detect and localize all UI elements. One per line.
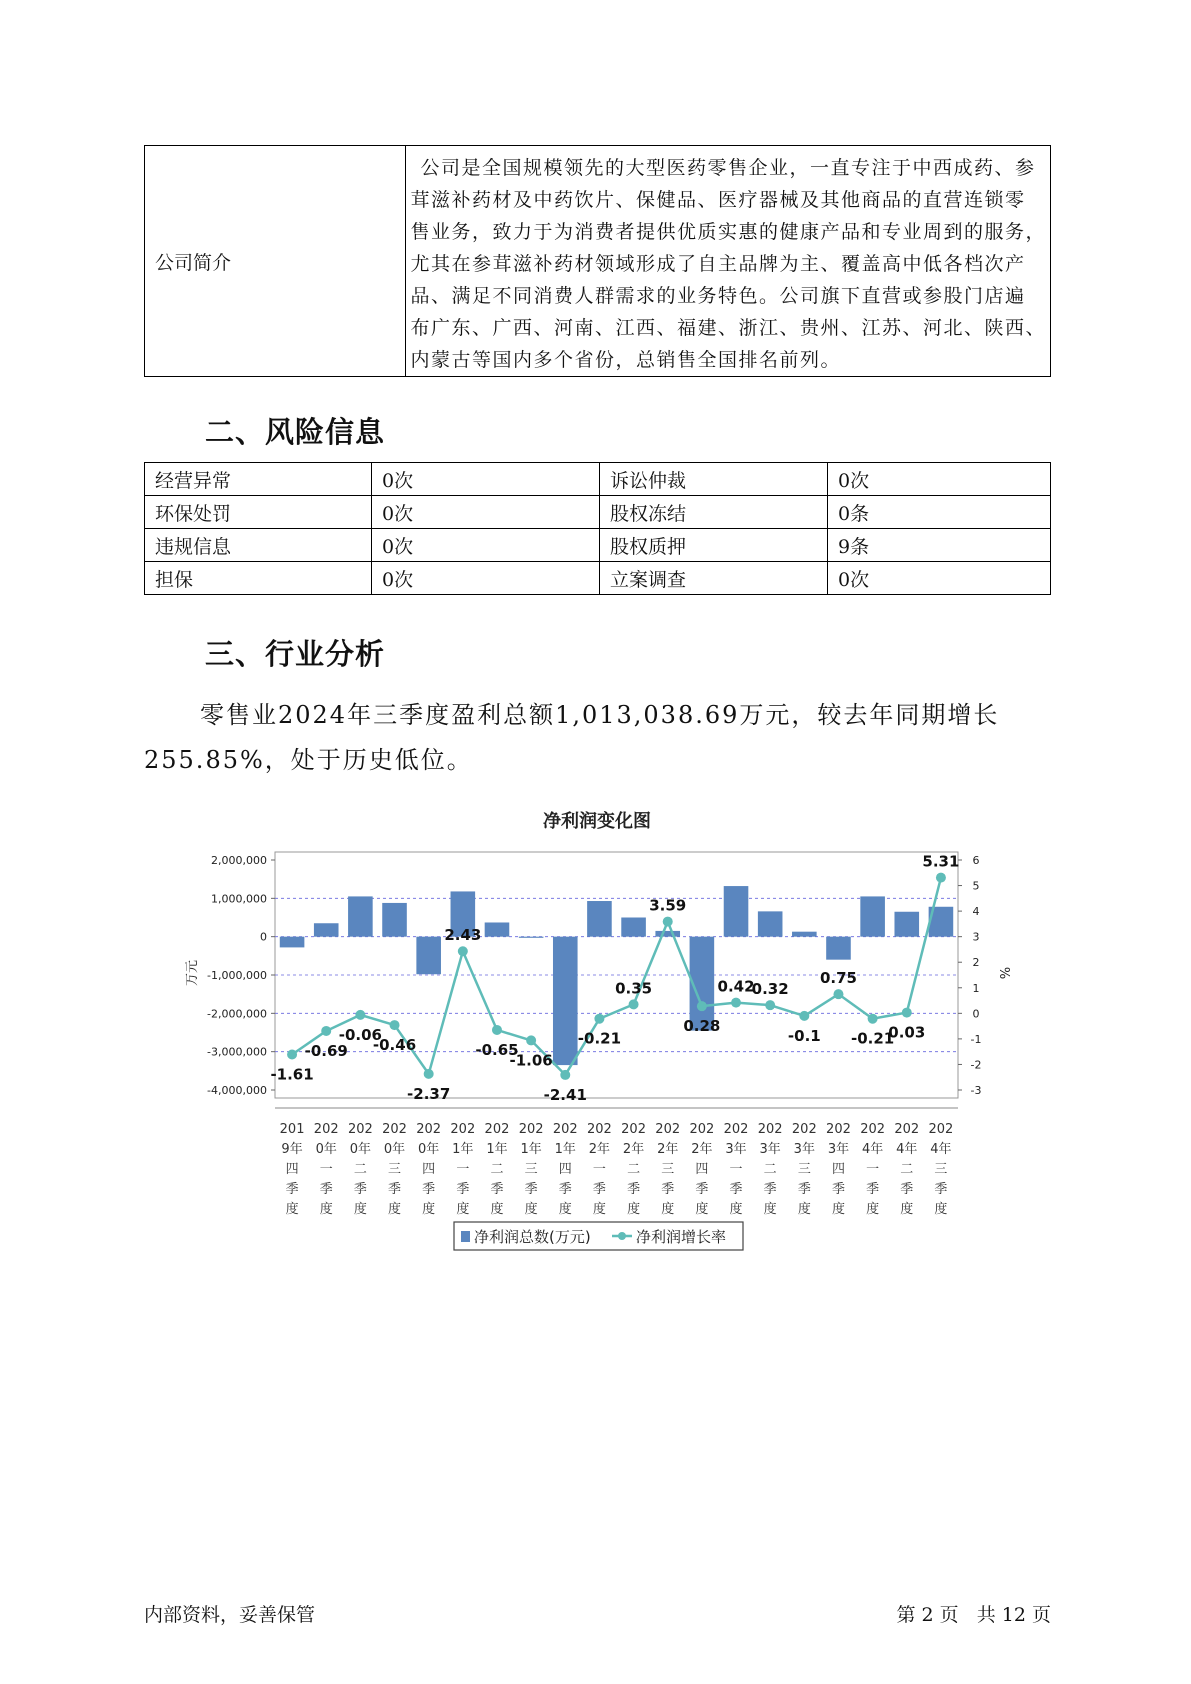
risk-row (145, 463, 1051, 496)
intro-text (408, 146, 1048, 376)
left-axis-title: 万元 (185, 959, 200, 987)
risk-key: 环保处罚 (145, 496, 372, 529)
x-tick-label: 202 (723, 1122, 749, 1137)
data-label: 0.35 (615, 979, 653, 998)
x-tick-label: 一 (592, 1162, 606, 1177)
growth-point (868, 1014, 878, 1024)
x-tick-label: 季 (866, 1182, 880, 1197)
chart-title: 净利润变化图 (543, 811, 651, 832)
x-tick-label: 度 (763, 1202, 777, 1217)
x-tick-label: 9年 (281, 1142, 303, 1157)
bar (724, 886, 749, 937)
risk-key: 经营异常 (145, 463, 372, 496)
growth-point (833, 989, 843, 999)
growth-point (560, 1070, 570, 1080)
left-tick-label: 1,000,000 (211, 892, 267, 906)
x-tick-label: 四 (558, 1162, 572, 1177)
x-tick-label: 202 (382, 1122, 407, 1137)
legend-line-label: 净利润增长率 (636, 1228, 727, 1246)
company-intro-table (144, 145, 1051, 377)
x-tick-label: 度 (558, 1202, 572, 1217)
x-tick-label: 一 (456, 1162, 470, 1177)
x-tick-label: 三 (661, 1162, 675, 1177)
risk-key: 股权冻结 (600, 496, 828, 529)
x-tick-label: 季 (456, 1182, 470, 1197)
x-tick-label: 2年 (622, 1142, 645, 1157)
left-tick-label: -1,000,000 (207, 969, 267, 982)
x-tick-label: 1年 (554, 1142, 576, 1157)
x-tick-label: 度 (900, 1202, 914, 1217)
bar (894, 912, 919, 937)
x-tick-label: 201 (279, 1122, 305, 1137)
right-tick-label: 6 (972, 854, 980, 867)
bar (382, 903, 407, 937)
x-tick-label: 202 (416, 1122, 442, 1137)
x-tick-label: 度 (797, 1202, 811, 1217)
risk-key: 立案调查 (600, 562, 828, 595)
data-label: -0.65 (475, 1040, 519, 1059)
x-tick-label: 度 (831, 1202, 845, 1217)
x-tick-label: 一 (866, 1162, 880, 1177)
x-tick-label: 度 (866, 1202, 880, 1217)
x-tick-label: 季 (388, 1182, 402, 1197)
bar (485, 922, 510, 936)
legend-bar-swatch (461, 1231, 470, 1242)
x-tick-label: 202 (552, 1122, 578, 1137)
risk-key: 诉讼仲裁 (600, 463, 828, 496)
x-tick-label: 202 (928, 1122, 954, 1137)
x-tick-label: 季 (797, 1182, 811, 1197)
left-tick-label: -3,000,000 (207, 1045, 267, 1059)
left-tick-label: 0 (260, 930, 267, 944)
risk-value: 0次 (372, 496, 600, 529)
net-profit-chart (0, 790, 1191, 1260)
bar (314, 923, 339, 936)
risk-value: 0次 (828, 562, 1051, 595)
intro-line: 内蒙古等国内多个省份，总销售全国排名前列。 (410, 349, 841, 371)
data-label: 0.28 (683, 1017, 721, 1036)
right-axis-title: % (996, 966, 1011, 980)
x-tick-label: 202 (621, 1122, 646, 1137)
x-tick-label: 202 (894, 1122, 920, 1137)
risk-value: 0条 (828, 496, 1051, 529)
growth-point (492, 1025, 502, 1035)
x-tick-label: 三 (388, 1162, 402, 1177)
x-tick-label: 0年 (383, 1142, 406, 1157)
right-tick-label: 5 (972, 879, 980, 893)
x-tick-label: 202 (791, 1122, 817, 1137)
x-tick-label: 202 (689, 1122, 715, 1137)
x-tick-label: 4年 (896, 1142, 918, 1157)
risk-table (144, 462, 1051, 595)
bar (553, 937, 578, 1065)
x-tick-label: 202 (757, 1122, 783, 1137)
x-tick-label: 季 (558, 1182, 572, 1197)
left-tick-label: 2,000,000 (211, 854, 267, 867)
x-tick-label: 202 (313, 1122, 339, 1137)
bar (655, 931, 680, 937)
x-tick-label: 202 (450, 1122, 476, 1137)
x-tick-label: 三 (524, 1162, 538, 1177)
x-tick-label: 三 (797, 1162, 811, 1177)
risk-row (145, 562, 1051, 595)
growth-point (287, 1049, 297, 1059)
right-tick-label: -1 (970, 1032, 982, 1046)
risk-heading: 二、风险信息 (205, 415, 386, 449)
growth-point (731, 998, 741, 1008)
legend-line-marker (618, 1232, 626, 1240)
x-tick-label: 202 (860, 1122, 886, 1137)
x-tick-label: 202 (826, 1122, 851, 1137)
data-label: -0.69 (304, 1041, 348, 1060)
x-tick-label: 202 (347, 1122, 373, 1137)
x-tick-label: 二 (763, 1162, 777, 1177)
x-tick-label: 3年 (725, 1142, 747, 1157)
data-label: -2.41 (543, 1085, 587, 1104)
x-tick-label: 2年 (588, 1142, 611, 1157)
right-tick-label: -3 (970, 1084, 982, 1097)
risk-value: 0次 (372, 562, 600, 595)
growth-point (629, 999, 639, 1009)
right-tick-label: 0 (972, 1007, 980, 1021)
x-tick-label: 度 (695, 1202, 709, 1217)
right-tick-label: 1 (972, 981, 980, 995)
growth-point (390, 1020, 400, 1030)
intro-line: 布广东、广西、河南、江西、福建、浙江、贵州、江苏、河北、陕西、 (410, 317, 1046, 339)
growth-point (458, 946, 468, 956)
growth-point (697, 1001, 707, 1011)
data-label: -0.06 (338, 1025, 382, 1044)
x-tick-label: 季 (353, 1182, 367, 1197)
x-tick-label: 度 (422, 1202, 436, 1217)
x-tick-label: 202 (655, 1122, 681, 1137)
x-tick-label: 3年 (759, 1142, 781, 1157)
x-tick-label: 4年 (930, 1142, 952, 1157)
x-tick-label: 季 (285, 1182, 299, 1197)
x-tick-label: 季 (729, 1182, 743, 1197)
risk-key: 股权质押 (600, 529, 828, 562)
industry-heading: 三、行业分析 (205, 637, 386, 671)
footer-page-number: 第 2 页 共 12 页 (896, 1604, 1051, 1626)
x-tick-label: 202 (587, 1122, 612, 1137)
x-tick-label: 季 (831, 1182, 845, 1197)
x-tick-label: 度 (353, 1202, 367, 1217)
x-tick-label: 1年 (486, 1142, 508, 1157)
x-tick-label: 季 (490, 1182, 504, 1197)
growth-point (902, 1008, 912, 1018)
growth-point (663, 917, 673, 927)
x-tick-label: 二 (900, 1162, 914, 1177)
data-label: 3.59 (649, 896, 687, 915)
growth-point (936, 873, 946, 883)
x-tick-label: 0年 (418, 1142, 440, 1157)
x-tick-label: 度 (319, 1202, 333, 1217)
x-tick-label: 度 (285, 1202, 299, 1217)
data-label: -0.46 (372, 1036, 417, 1055)
x-tick-label: 四 (831, 1162, 845, 1177)
x-tick-label: 度 (490, 1202, 504, 1217)
x-tick-label: 3年 (793, 1142, 815, 1157)
x-tick-label: 季 (763, 1182, 777, 1197)
x-tick-label: 二 (627, 1162, 641, 1177)
bar (826, 937, 851, 960)
bar (860, 896, 885, 936)
intro-line: 尤其在参茸滋补药材领域形成了自主品牌为主、覆盖高中低各档次产 (410, 253, 1026, 275)
risk-row (145, 496, 1051, 529)
x-tick-label: 季 (695, 1182, 709, 1197)
risk-row (145, 529, 1051, 562)
x-tick-label: 度 (388, 1202, 402, 1217)
chart-legend (454, 1222, 743, 1250)
bar (758, 911, 783, 936)
right-tick-label: 4 (972, 905, 980, 919)
x-tick-label: 季 (592, 1182, 606, 1197)
intro-line: 公司是全国规模领先的大型医药零售企业，一直专注于中西成药、参 (420, 157, 1036, 179)
data-label: 2.43 (444, 926, 482, 945)
risk-value: 0次 (372, 529, 600, 562)
risk-key: 违规信息 (145, 529, 372, 562)
right-tick-label: 3 (972, 930, 980, 944)
x-tick-label: 一 (319, 1162, 333, 1177)
data-label: -2.37 (407, 1084, 451, 1103)
bar (519, 937, 544, 938)
x-tick-label: 度 (934, 1202, 948, 1217)
right-tick-label: -2 (970, 1058, 982, 1072)
x-tick-label: 2年 (657, 1142, 679, 1157)
bar (792, 932, 817, 937)
x-tick-label: 0年 (315, 1142, 337, 1157)
x-tick-label: 季 (661, 1182, 675, 1197)
x-tick-label: 季 (422, 1182, 436, 1197)
risk-value: 0次 (828, 463, 1051, 496)
x-tick-label: 2年 (691, 1142, 713, 1157)
x-tick-label: 度 (729, 1202, 743, 1217)
data-label: 5.31 (922, 852, 960, 871)
right-tick-label: 2 (972, 956, 980, 970)
x-tick-label: 202 (518, 1122, 544, 1137)
x-tick-label: 四 (285, 1162, 299, 1177)
x-tick-label: 季 (627, 1182, 641, 1197)
industry-paragraph-line2: 255.85%，处于历史低位。 (144, 746, 473, 774)
x-tick-label: 二 (353, 1162, 367, 1177)
x-tick-label: 四 (695, 1162, 709, 1177)
x-tick-label: 度 (627, 1202, 641, 1217)
x-tick-label: 季 (524, 1182, 538, 1197)
bar (621, 918, 646, 937)
data-label: -0.21 (577, 1029, 622, 1048)
intro-content (406, 146, 1051, 377)
growth-point (594, 1014, 604, 1024)
data-label: 0.32 (751, 980, 789, 999)
growth-point (321, 1026, 331, 1036)
data-label: -0.1 (787, 1026, 821, 1045)
intro-line: 售业务，致力于为消费者提供优质实惠的健康产品和专业周到的服务， (410, 221, 1046, 243)
x-tick-label: 1年 (452, 1142, 474, 1157)
data-label: -1.06 (509, 1051, 553, 1070)
data-label: -0.21 (851, 1029, 895, 1048)
bar (348, 896, 373, 936)
x-tick-label: 季 (934, 1182, 948, 1197)
data-label: 0.03 (888, 1023, 926, 1042)
x-tick-label: 202 (484, 1122, 510, 1137)
data-label: 0.75 (819, 969, 857, 988)
data-label: -1.61 (270, 1065, 314, 1084)
growth-point (424, 1069, 434, 1079)
growth-point (799, 1011, 809, 1021)
bar (280, 937, 305, 948)
bar (587, 901, 612, 937)
intro-line: 茸滋补药材及中药饮片、保健品、医疗器械及其他商品的直营连锁零 (410, 189, 1026, 211)
growth-point (526, 1035, 536, 1045)
risk-value: 0次 (372, 463, 600, 496)
industry-paragraph-line1: 零售业2024年三季度盈利总额1,013,038.69万元，较去年同期增长 (200, 701, 1000, 729)
risk-key: 担保 (145, 562, 372, 595)
x-tick-label: 度 (661, 1202, 675, 1217)
left-tick-label: -2,000,000 (207, 1007, 267, 1021)
x-tick-label: 0年 (349, 1142, 372, 1157)
x-tick-label: 度 (524, 1202, 538, 1217)
bar (416, 937, 441, 975)
x-tick-label: 度 (592, 1202, 606, 1217)
footer-left: 内部资料，妥善保管 (144, 1604, 316, 1626)
x-tick-label: 季 (319, 1182, 333, 1197)
left-tick-label: -4,000,000 (207, 1084, 267, 1097)
data-label: 0.42 (717, 977, 755, 996)
growth-point (355, 1010, 365, 1020)
risk-value: 9条 (828, 529, 1051, 562)
x-tick-label: 3年 (827, 1142, 850, 1157)
x-tick-label: 一 (729, 1162, 743, 1177)
intro-label: 公司简介 (145, 146, 406, 377)
x-tick-label: 四 (422, 1162, 436, 1177)
x-tick-label: 度 (456, 1202, 470, 1217)
x-tick-label: 二 (490, 1162, 504, 1177)
intro-line: 品、满足不同消费人群需求的业务特色。公司旗下直营或参股门店遍 (410, 285, 1026, 307)
x-tick-label: 4年 (861, 1142, 884, 1157)
legend-bar-label: 净利润总数(万元) (474, 1228, 591, 1246)
x-tick-label: 季 (900, 1182, 914, 1197)
growth-point (765, 1000, 775, 1010)
x-tick-label: 三 (934, 1162, 948, 1177)
x-tick-label: 1年 (520, 1142, 542, 1157)
